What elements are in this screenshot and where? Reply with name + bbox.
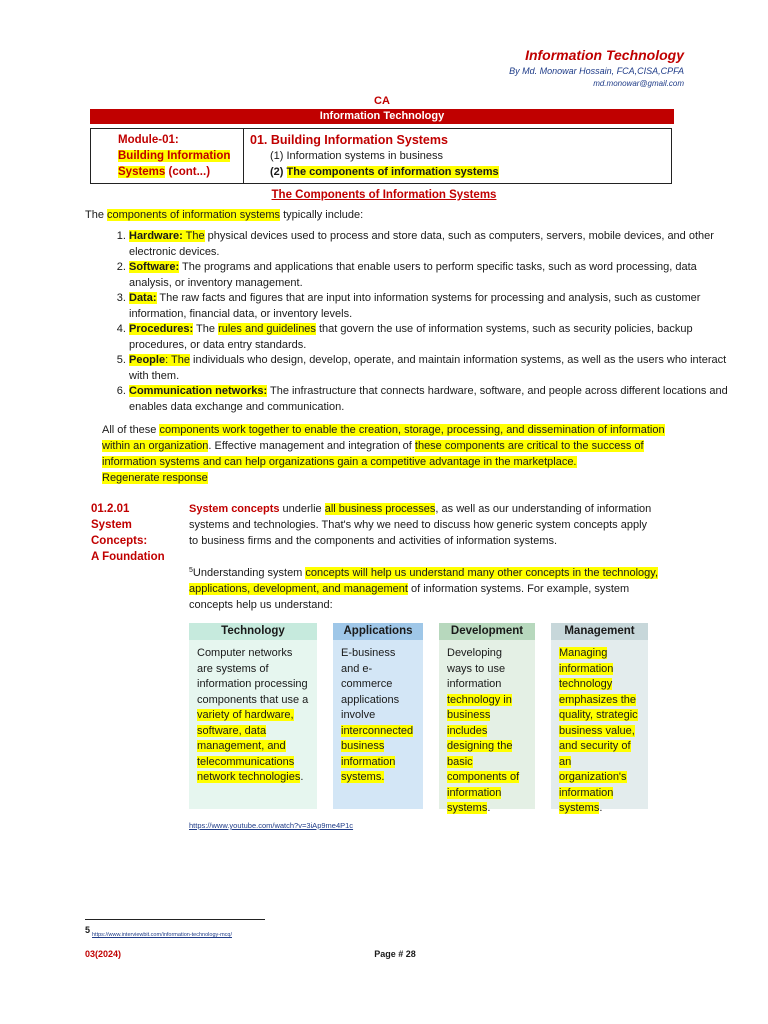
course-label: CA [374,95,390,107]
development-header: Development [439,623,535,640]
section-title: The Components of Information Systems [271,189,497,201]
module-contents [250,132,499,180]
subject-band: Information Technology [90,109,674,124]
module-box [90,128,672,184]
technology-body: Computer networks are systems of information processing components that use a variety of hardware, software, data management, and telecommunications network technologies. [189,640,317,809]
development-column [439,623,535,815]
intro-paragraph: The components of information systems typically include: [85,209,364,221]
list-item: 6. Communication networks: The infrastructure that connects hardware, software, and people across different locations and enables data exchange and communication. [129,384,729,415]
components-list [85,229,729,415]
header-author: By Md. Monowar Hossain, FCA,CISA,CPFA [509,66,684,76]
footnote-link[interactable]: https://www.interviewbit.com/information-technology-mcq/ [92,932,232,938]
module-name-line2: Systems [118,166,166,178]
management-column [551,623,648,815]
list-item: 3. Data: The raw facts and figures that are input into information systems for processing and analysis, such as customer information, financial data, or inventory levels. [129,291,729,322]
understanding-paragraph: $^5$Understanding system concepts will help us understand many other concepts in the technology, applications, development, and management of information systems. For example, system concepts help us understand: [189,567,659,611]
applications-header: Applications [333,623,423,640]
list-item: 5. People: The individuals who design, develop, operate, and maintain information systems, as well as the users who interact with them. [129,353,729,384]
module-item-2: (2) The components of information systems [270,166,499,178]
module-item-1: (1) Information systems in business [270,150,444,162]
footnote-number: 5 [85,925,91,935]
module-heading: 01. Building Information Systems [250,133,448,147]
management-body: Managing information technology emphasizes the quality, strategic business value, and security of an organization's information systems. [551,640,648,809]
summary-paragraph: All of these components work together to enable the creation, storage, processing, and dissemination of information within an organization. Effective management and integration of these components are critical to the success of information systems and can help organizations gain a competitive advantage in the marketplace. Regenerate response [102,424,665,484]
module-cont: (cont...) [165,166,211,178]
module-label-cell [91,129,244,183]
technology-header: Technology [189,623,317,640]
section-side-heading: 01.2.01 System Concepts: A Foundation [91,503,165,563]
module-number: Module-01: [118,134,179,146]
video-link[interactable]: https://www.youtube.com/watch?v=3iAp9me4P1c [189,821,354,830]
module-name-line1: Building Information [118,150,231,162]
development-body: Developing ways to use information technology in business includes designing the basic components of information systems. [439,640,535,809]
applications-column [333,623,423,815]
header-title: Information Technology [525,47,684,63]
applications-body: E-business and e-commerce applications involve interconnected business information systems. [333,640,423,809]
list-item: 4. Procedures: The rules and guidelines that govern the use of information systems, such as security policies, backup procedures, or data entry standards. [129,322,729,353]
footer-edition: 03(2024) [85,949,122,959]
management-header: Management [551,623,648,640]
page-number: Page # 28 [374,949,416,959]
header-email: md.monowar@gmail.com [593,79,684,88]
list-item: 1. Hardware: The physical devices used to process and store data, such as computers, servers, mobile devices, and other electronic devices. [129,229,729,260]
system-concepts-paragraph: System concepts underlie all business processes, as well as our understanding of information systems and technologies. That's why we need to discuss how generic system concepts apply to business firms and the components and activities of information systems. [189,503,652,547]
list-item: 2. Software: The programs and applications that enable users to perform specific tasks, such as word processing, data analysis, or inventory management. [129,260,729,291]
footnote-divider [85,919,265,920]
technology-column [189,623,317,815]
module-label [118,132,230,180]
